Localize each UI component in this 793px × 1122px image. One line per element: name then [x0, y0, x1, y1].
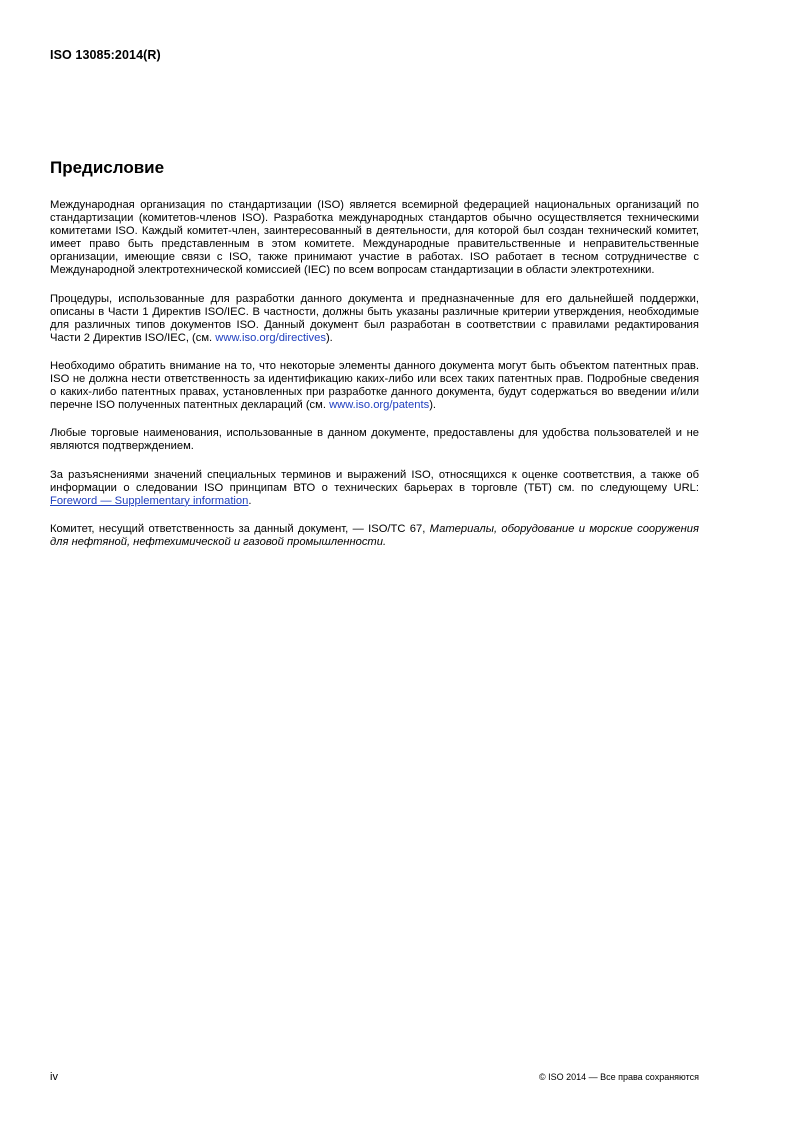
directives-link[interactable]: www.iso.org/directives [215, 331, 326, 344]
paragraph-procedures [50, 293, 699, 345]
paragraph-iso-overview: Международная организация по стандартизации (ISO) является всемирной федерацией национальных организаций по стандартизации (комитетов-членов ISO). Разработка международных стандартов обычно осуществляется техническими комитетами ISO. Каждый комитет-член, заинтересованный в деятельности, для которой был создан технический комитет, имеет право быть представленным в этом комитете. Международные правительственные и неправительственные организации, имеющие связи с ISO, также принимают участие в работах. ISO работает в тесном сотрудничестве с Международной электротехнической комиссией (IEC) по всем вопросам стандартизации в области электротехники. [50, 199, 699, 277]
paragraph-committee-text: Комитет, несущий ответственность за данный документ, — ISO/TC 67, [50, 522, 430, 535]
foreword-supplementary-link[interactable]: Foreword — Supplementary information [50, 494, 249, 507]
paragraph-trade-names: Любые торговые наименования, использованные в данном документе, предоставлены для удобства пользователей и не являются подтверждением. [50, 427, 699, 453]
committee-title: Материалы, оборудование и морские сооружения для нефтяной, нефтехимической и газовой промышленности. [50, 522, 699, 548]
footer-page-number: iv [50, 1071, 58, 1083]
footer-copyright: © ISO 2014 — Все права сохраняются [538, 1072, 699, 1082]
page-title: Предисловие [50, 158, 165, 177]
paragraph-patents-text: Необходимо обратить внимание на то, что некоторые элементы данного документа могут быть объектом патентных прав. ISO не должна нести ответственность за идентификацию каких-либо или всех таких патентных прав. Подробные сведения о каких-либо патентных правах, установленных при разработке данного документа, будут содержаться во введении и/или перечне ISO полученных патентных деклараций (см. [50, 359, 699, 412]
paragraph-procedures-text: Процедуры, использованные для разработки данного документа и предназначенные для его дальнейшей поддержки, описаны в Части 1 Директив ISO/IEC. В частности, должны быть указаны различные критерии утверждения, необходимые для различных типов документов ISO. Данный документ был разработан в соответствии с правилами редактирования Части 2 Директив ISO/IEC, (см. [50, 292, 699, 344]
document-body [50, 199, 699, 564]
paragraph-conformity-end: . [248, 494, 252, 507]
paragraph-patents [50, 360, 699, 412]
document-id-header: ISO 13085:2014(R) [50, 48, 161, 62]
paragraph-procedures-end: ). [325, 331, 333, 344]
paragraph-conformity [50, 469, 699, 508]
paragraph-committee [50, 523, 699, 549]
patents-link[interactable]: www.iso.org/patents [329, 399, 430, 412]
paragraph-conformity-text: За разъяснениями значений специальных терминов и выражений ISO, относящихся к оценке соответствия, а также об информации о следовании ISO принципам ВТО о технических барьерах в торговле (ТБТ) см. по следующему URL: [50, 468, 699, 494]
paragraph-patents-end: ). [429, 399, 437, 412]
